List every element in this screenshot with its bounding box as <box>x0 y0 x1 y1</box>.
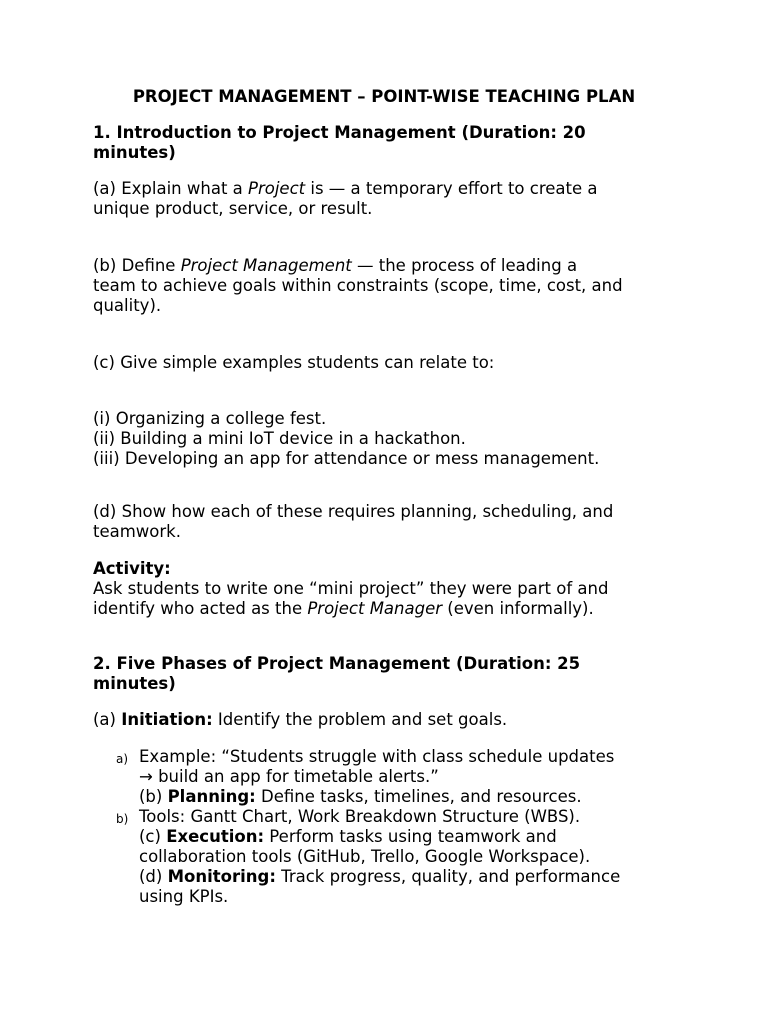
point-a-post: is — a temporary effort to create a <box>305 179 598 198</box>
planning-pre: (b) <box>139 787 168 806</box>
point-b-term: Project Management <box>180 256 352 275</box>
section-2-point-a <box>93 710 693 730</box>
activity-label: Activity: <box>93 559 171 578</box>
point-b-line-3: quality). <box>93 296 162 315</box>
list-item-a-line-1: Example: “Students struggle with class schedule updates <box>139 747 615 766</box>
point-a-pre: (a) Explain what a <box>93 179 249 198</box>
example-item: (iii) Developing an app for attendance or mess management. <box>93 449 600 468</box>
point-d-line-1: (d) Show how each of these requires planning, scheduling, and <box>93 502 614 521</box>
example-item: (ii) Building a mini IoT device in a hackathon. <box>93 429 466 448</box>
section-2-heading <box>93 654 693 694</box>
document-title: PROJECT MANAGEMENT – POINT-WISE TEACHING PLAN <box>132 87 636 106</box>
initiation-post: Identify the problem and set goals. <box>212 710 508 729</box>
list-item-b-line-5: using KPIs. <box>139 887 229 906</box>
initiation-line <box>93 710 693 730</box>
list-marker-a: a) <box>116 752 129 766</box>
point-b-pre: (b) Define <box>93 256 181 275</box>
planning-line <box>139 787 699 807</box>
activity-line-2-term: Project Manager <box>307 599 443 618</box>
monitoring-post: Track progress, quality, and performance <box>275 867 621 886</box>
section-2-heading-line-2: minutes) <box>93 674 176 693</box>
section-1-heading <box>93 123 693 163</box>
point-b-line-1 <box>93 256 693 276</box>
section-1-point-c <box>93 353 693 373</box>
activity-line-2-post: (even informally). <box>442 599 594 618</box>
list-item-a-line-2: → build an app for timetable alerts.” <box>139 767 439 786</box>
section-1-point-b <box>93 256 693 316</box>
list-item-b-line-3: collaboration tools (GitHub, Trello, Google Workspace). <box>139 847 591 866</box>
list-item-b-line-1: Tools: Gantt Chart, Work Breakdown Structure (WBS). <box>139 807 581 826</box>
activity-block <box>93 559 693 619</box>
monitoring-pre: (d) <box>139 867 168 886</box>
point-c-line: (c) Give simple examples students can relate to: <box>93 353 495 372</box>
list-item-b <box>139 807 699 907</box>
execution-line <box>139 827 699 847</box>
point-b-post: — the process of leading a <box>351 256 578 275</box>
execution-pre: (c) <box>139 827 167 846</box>
planning-post: Define tasks, timelines, and resources. <box>255 787 582 806</box>
section-1-point-d <box>93 502 693 542</box>
section-1-point-a <box>93 179 693 219</box>
examples-list <box>93 409 693 469</box>
section-2-heading-line-1: 2. Five Phases of Project Management (Duration: 25 <box>93 654 581 673</box>
initiation-label: Initiation: <box>121 710 213 729</box>
activity-line-2-pre: identify who acted as the <box>93 599 308 618</box>
section-1-heading-line-2: minutes) <box>93 143 176 162</box>
execution-post: Perform tasks using teamwork and <box>264 827 557 846</box>
point-a-line-1 <box>93 179 693 199</box>
point-d-line-2: teamwork. <box>93 522 181 541</box>
point-a-line-2: unique product, service, or result. <box>93 199 373 218</box>
example-item: (i) Organizing a college fest. <box>93 409 327 428</box>
planning-label: Planning: <box>167 787 256 806</box>
list-item-a <box>139 747 699 807</box>
activity-line-1: Ask students to write one “mini project” they were part of and <box>93 579 609 598</box>
list-marker-b: b) <box>116 812 129 826</box>
monitoring-label: Monitoring: <box>167 867 276 886</box>
initiation-pre: (a) <box>93 710 122 729</box>
execution-label: Execution: <box>166 827 265 846</box>
section-1-heading-line-1: 1. Introduction to Project Management (Duration: 20 <box>93 123 586 142</box>
activity-line-2 <box>93 599 693 619</box>
point-b-line-2: team to achieve goals within constraints (scope, time, cost, and <box>93 276 623 295</box>
point-a-term: Project <box>248 179 306 198</box>
monitoring-line <box>139 867 699 887</box>
